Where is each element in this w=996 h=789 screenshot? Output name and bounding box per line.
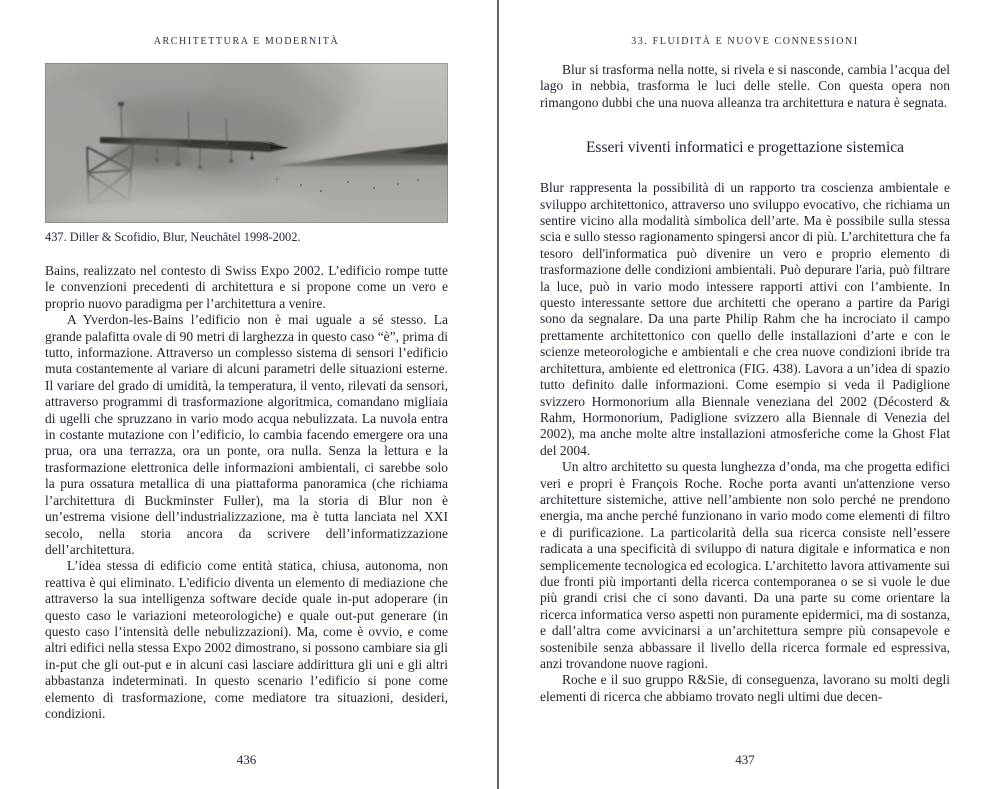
body-paragraph: Bains, realizzato nel contesto di Swiss Expo 2002. L’edificio rompe tutte le convenzioni precedenti di architettura e si propone come un vero e proprio nuovo paradigma per l’architettura a venire.	[45, 263, 448, 311]
section-heading: Esseri viventi informatici e progettazione sistemica	[585, 139, 905, 157]
body-paragraph: A Yverdon-les-Bains l’edificio non è mai uguale a sé stesso. La grande palafitta ovale di 90 metri di larghezza in questo caso “è”, prima di tutto, informazione. Attraverso un complesso sistema di sensori l’edificio muta costantemente al variare di alcuni parametri delle situazioni esterne. Il variare del grado di umidità, la temperatura, il vento, rilevati da sensori, attraverso programmi di trasformazione algoritmica, comandano migliaia di ugelli che spruzzano in vario modo acqua nebulizzata. La nuvola entra in costante mutazione con l’edificio, lo cambia facendo emergere ora una prua, ora una terrazza, ora un ponte, ora nulla. Senza la lettura e la trasformazione elettronica delle informazioni ambientali, ci sarebbe solo la pura ossatura metallica di una piattaforma panoramica (che richiama l’architettura di Buckminster Fuller), ma la storia di Blur non è un’estrema visione dell’industrializzazione, ma è tutta lanciata nel XXI secolo, nella storia ancora da scrivere dell’informatizzazione dell’architettura.	[45, 312, 448, 557]
running-head-right: 33. FLUIDITÀ E NUOVE CONNESSIONI	[631, 36, 859, 47]
body-paragraph: Blur rappresenta la possibilità di un rapporto tra coscienza ambientale e sviluppo architettonico, attraverso uno sviluppo evocativo, che richiama un sentire vicino alla modalità simbolica dell’arte. Ma è possibile sulla stessa scia e sullo stesso ragionamento spingersi ancor di più. L’architettura che fa tesoro dell'informatica può divenire un vero e proprio elemento di trasformazione delle condizioni ambientali. Può depurare l'aria, può filtrare la luce, può in vario modo intessere rapporti attivi con l’ambiente. In questo interessante settore due architetti che operano a partire da Parigi sono da segnalare. Da una parte Philip Rahm che ha incrociato il campo prettamente architettonico con quello delle installazioni d’arte e con le scienze meteorologiche e ambientali e che crea nuove condizioni ibride tra architettura, ambiente ed elettronica (FIG. 438). Lavora a un’idea di spazio tutto definito dalle informazioni. Come esempio si veda il Padiglione svizzero Hormonorium alla Biennale veneziana del 2002 (Décosterd & Rahm, Hormonorium, Padiglione svizzero alla Biennale di Venezia del 2002), ma anche molte altre installazioni atmosferiche come la Ghost Flat del 2004.	[540, 180, 950, 458]
page-number-right: 437	[735, 752, 755, 767]
left-page-body	[45, 263, 448, 722]
body-paragraph: Roche e il suo gruppo R&Sie, di conseguenza, lavorano su molti degli elementi di ricerca che abbiamo trovato negli ultimi due decen-	[540, 672, 950, 704]
right-page-body	[540, 62, 950, 705]
right-page	[540, 0, 950, 789]
body-paragraph: Un altro architetto su questa lunghezza d’onda, ma che progetta edifici veri e propri è François Roche. Roche porta avanti un'attenzione verso architetture sistemiche, attive nell’ambiente non solo perché ne prendono energia, ma anche perché funzionano in vario modo come elementi di filtro e di purificazione. La particolarità della sua ricerca consiste nell’essere radicata a una specificità di sviluppo di natura digitale e informatica e non semplicemente tecnologica ed ecologica. L’architetto lavora attivamente sui due fronti più importanti della ricerca contemporanea o se si vuole le due più grandi crisi che ci sono davanti. Da una parte su come orientare la ricerca informatica verso aspetti non puramente epidermici, ma di sostanza, e dall’altra come avvicinarsi a un’architettura sempre più consapevole e sostenibile senza abbassare il livello della ricerca formale ed espressiva, anzi trovandone nuove ragioni.	[540, 459, 950, 671]
blur-building-photo	[45, 63, 448, 223]
body-paragraph: L’idea stessa di edificio come entità statica, chiusa, autonoma, non reattiva è qui eliminato. L'edificio diventa un elemento di mediazione che attraverso la sua intelligenza software decide quale in-put adoperare (in questo caso le variazioni meteorologiche) e quale out-put generare (in questo caso l’intensità delle nebulizzazioni). Ma, come è ovvio, e come altri edifici nella stessa Expo 2002 dimostrano, si possono cambiare sia gli in-put che gli out-put e in alcuni casi lasciare addirittura gli uni e gli altri abbastanza indeterminati. In questo scenario l’edificio si pone come elemento di trasformazione, come mediatore tra situazioni, desideri, condizioni.	[45, 558, 448, 721]
figure-caption: 437. Diller & Scofidio, Blur, Neuchâtel 1998-2002.	[45, 230, 301, 244]
photo-border	[45, 63, 448, 223]
left-page	[45, 0, 448, 789]
page-gutter-divider	[497, 0, 499, 789]
running-head-left: ARCHITETTURA E MODERNITÀ	[153, 36, 340, 47]
body-paragraph: Blur si trasforma nella notte, si rivela e si nasconde, cambia l’acqua del lago in nebbia, trasforma le luci delle stelle. Con questa opera non rimangono dubbi che una nuova alleanza tra architettura e natura è segnata.	[540, 62, 950, 110]
page-number-left: 436	[236, 752, 257, 767]
